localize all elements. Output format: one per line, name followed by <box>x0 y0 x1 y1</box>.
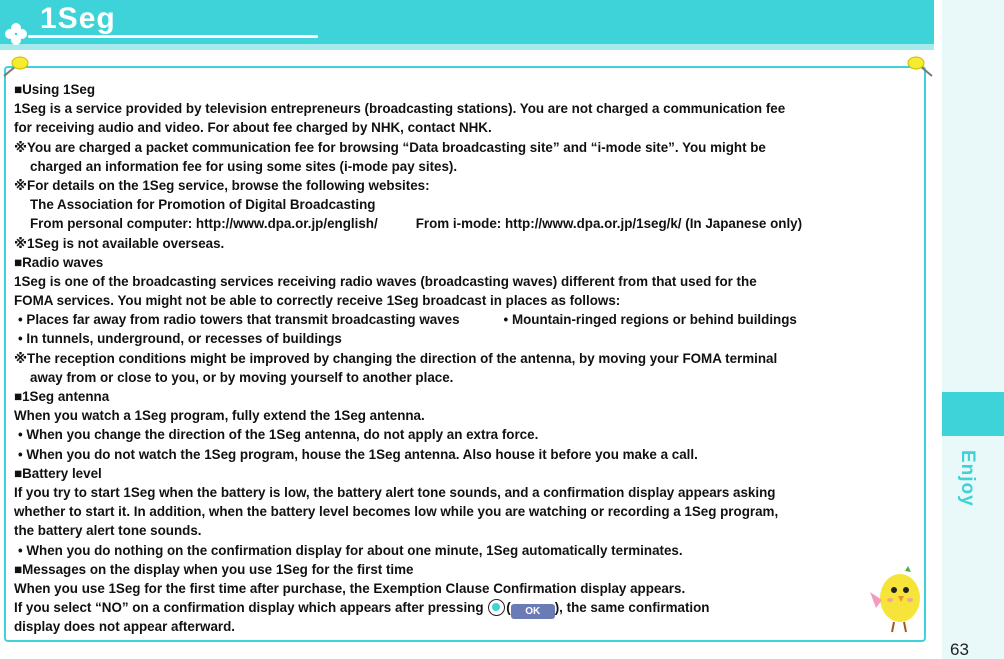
paragraph-line <box>14 598 926 617</box>
section-tab-label: Enjoy <box>957 450 978 507</box>
imode-url: From i-mode: http://www.dpa.or.jp/1seg/k/ (In Japanese only) <box>415 216 803 232</box>
paragraph-line: When you watch a 1Seg program, fully extend the 1Seg antenna. <box>14 408 425 424</box>
side-strip <box>942 0 1004 659</box>
paragraph-text: ), the same confirmation <box>554 600 710 616</box>
paragraph-line: If you try to start 1Seg when the battery is low, the battery alert tone sounds, and a confirmation display appears asking <box>14 484 776 500</box>
paragraph-line: for receiving audio and video. For about fee charged by NHK, contact NHK. <box>14 120 492 136</box>
note-line: ※The reception conditions might be improved by changing the direction of the antenna, by moving your FOMA terminal <box>14 350 778 366</box>
note-line: ※1Seg is not available overseas. <box>14 235 225 251</box>
section-heading: ■Using 1Seg <box>14 82 96 97</box>
note-line: away from or close to you, or by moving yourself to another place. <box>30 369 454 385</box>
section-heading: ■1Seg antenna <box>14 389 110 404</box>
url-line <box>14 214 926 233</box>
paragraph-line: whether to start it. In addition, when the battery level becomes low while you are watching or recording a 1Seg program, <box>14 504 779 520</box>
bullet-line <box>14 310 926 329</box>
section-heading: ■Messages on the display when you use 1Seg for the first time <box>14 561 414 577</box>
body-text <box>14 80 926 636</box>
bullet-item: • Mountain-ringed regions or behind buildings <box>503 312 797 328</box>
clover-icon <box>4 22 28 46</box>
bullet-item: • When you change the direction of the 1Seg antenna, do not apply an extra force. <box>18 427 539 443</box>
paragraph-text: If you select “NO” on a confirmation display which appears after pressing <box>14 600 488 616</box>
ok-key-icon: OK <box>511 604 555 619</box>
note-line: ※For details on the 1Seg service, browse the following websites: <box>14 177 430 193</box>
chick-mascot-icon <box>868 562 924 636</box>
bullet-item: • When you do nothing on the confirmation display for about one minute, 1Seg automatically terminates. <box>18 542 683 558</box>
paragraph-line: 1Seg is one of the broadcasting services receiving radio waves (broadcasting waves) different from that used for the <box>14 273 757 289</box>
paragraph-line: FOMA services. You might not be able to correctly receive 1Seg broadcast in places as follows: <box>14 293 621 309</box>
title-underline <box>28 35 318 38</box>
note-line: charged an information fee for using some sites (i-mode pay sites). <box>30 158 458 174</box>
bullet-item: • Places far away from radio towers that transmit broadcasting waves <box>18 312 460 328</box>
bullet-item: • In tunnels, underground, or recesses of buildings <box>18 331 342 347</box>
note-line: The Association for Promotion of Digital Broadcasting <box>30 197 376 213</box>
section-heading: ■Radio waves <box>14 254 104 270</box>
pushpin-icon <box>0 54 32 80</box>
bullet-item: • When you do not watch the 1Seg program, house the 1Seg antenna. Also house it before you make a call. <box>18 446 698 462</box>
paren-open: ( <box>506 600 511 616</box>
paragraph-line: the battery alert tone sounds. <box>14 523 202 539</box>
page-title: 1Seg <box>40 2 116 35</box>
header-shade <box>0 44 934 50</box>
note-line: ※You are charged a packet communication fee for browsing “Data broadcasting site” and “i-mode site”. You might be <box>14 139 766 155</box>
pc-url: From personal computer: http://www.dpa.or.jp/english/ <box>30 216 378 232</box>
section-heading: ■Battery level <box>14 465 102 481</box>
page-number: 63 <box>950 640 969 659</box>
paragraph-line: 1Seg is a service provided by television entrepreneurs (broadcasting stations). You are not charged a communication fee <box>14 101 786 117</box>
paragraph-line: When you use 1Seg for the first time after purchase, the Exemption Clause Confirmation display appears. <box>14 580 686 596</box>
side-tab-marker <box>942 392 1004 436</box>
paragraph-line: display does not appear afterward. <box>14 619 236 635</box>
nav-key-icon <box>488 599 505 616</box>
pushpin-icon <box>904 54 936 80</box>
